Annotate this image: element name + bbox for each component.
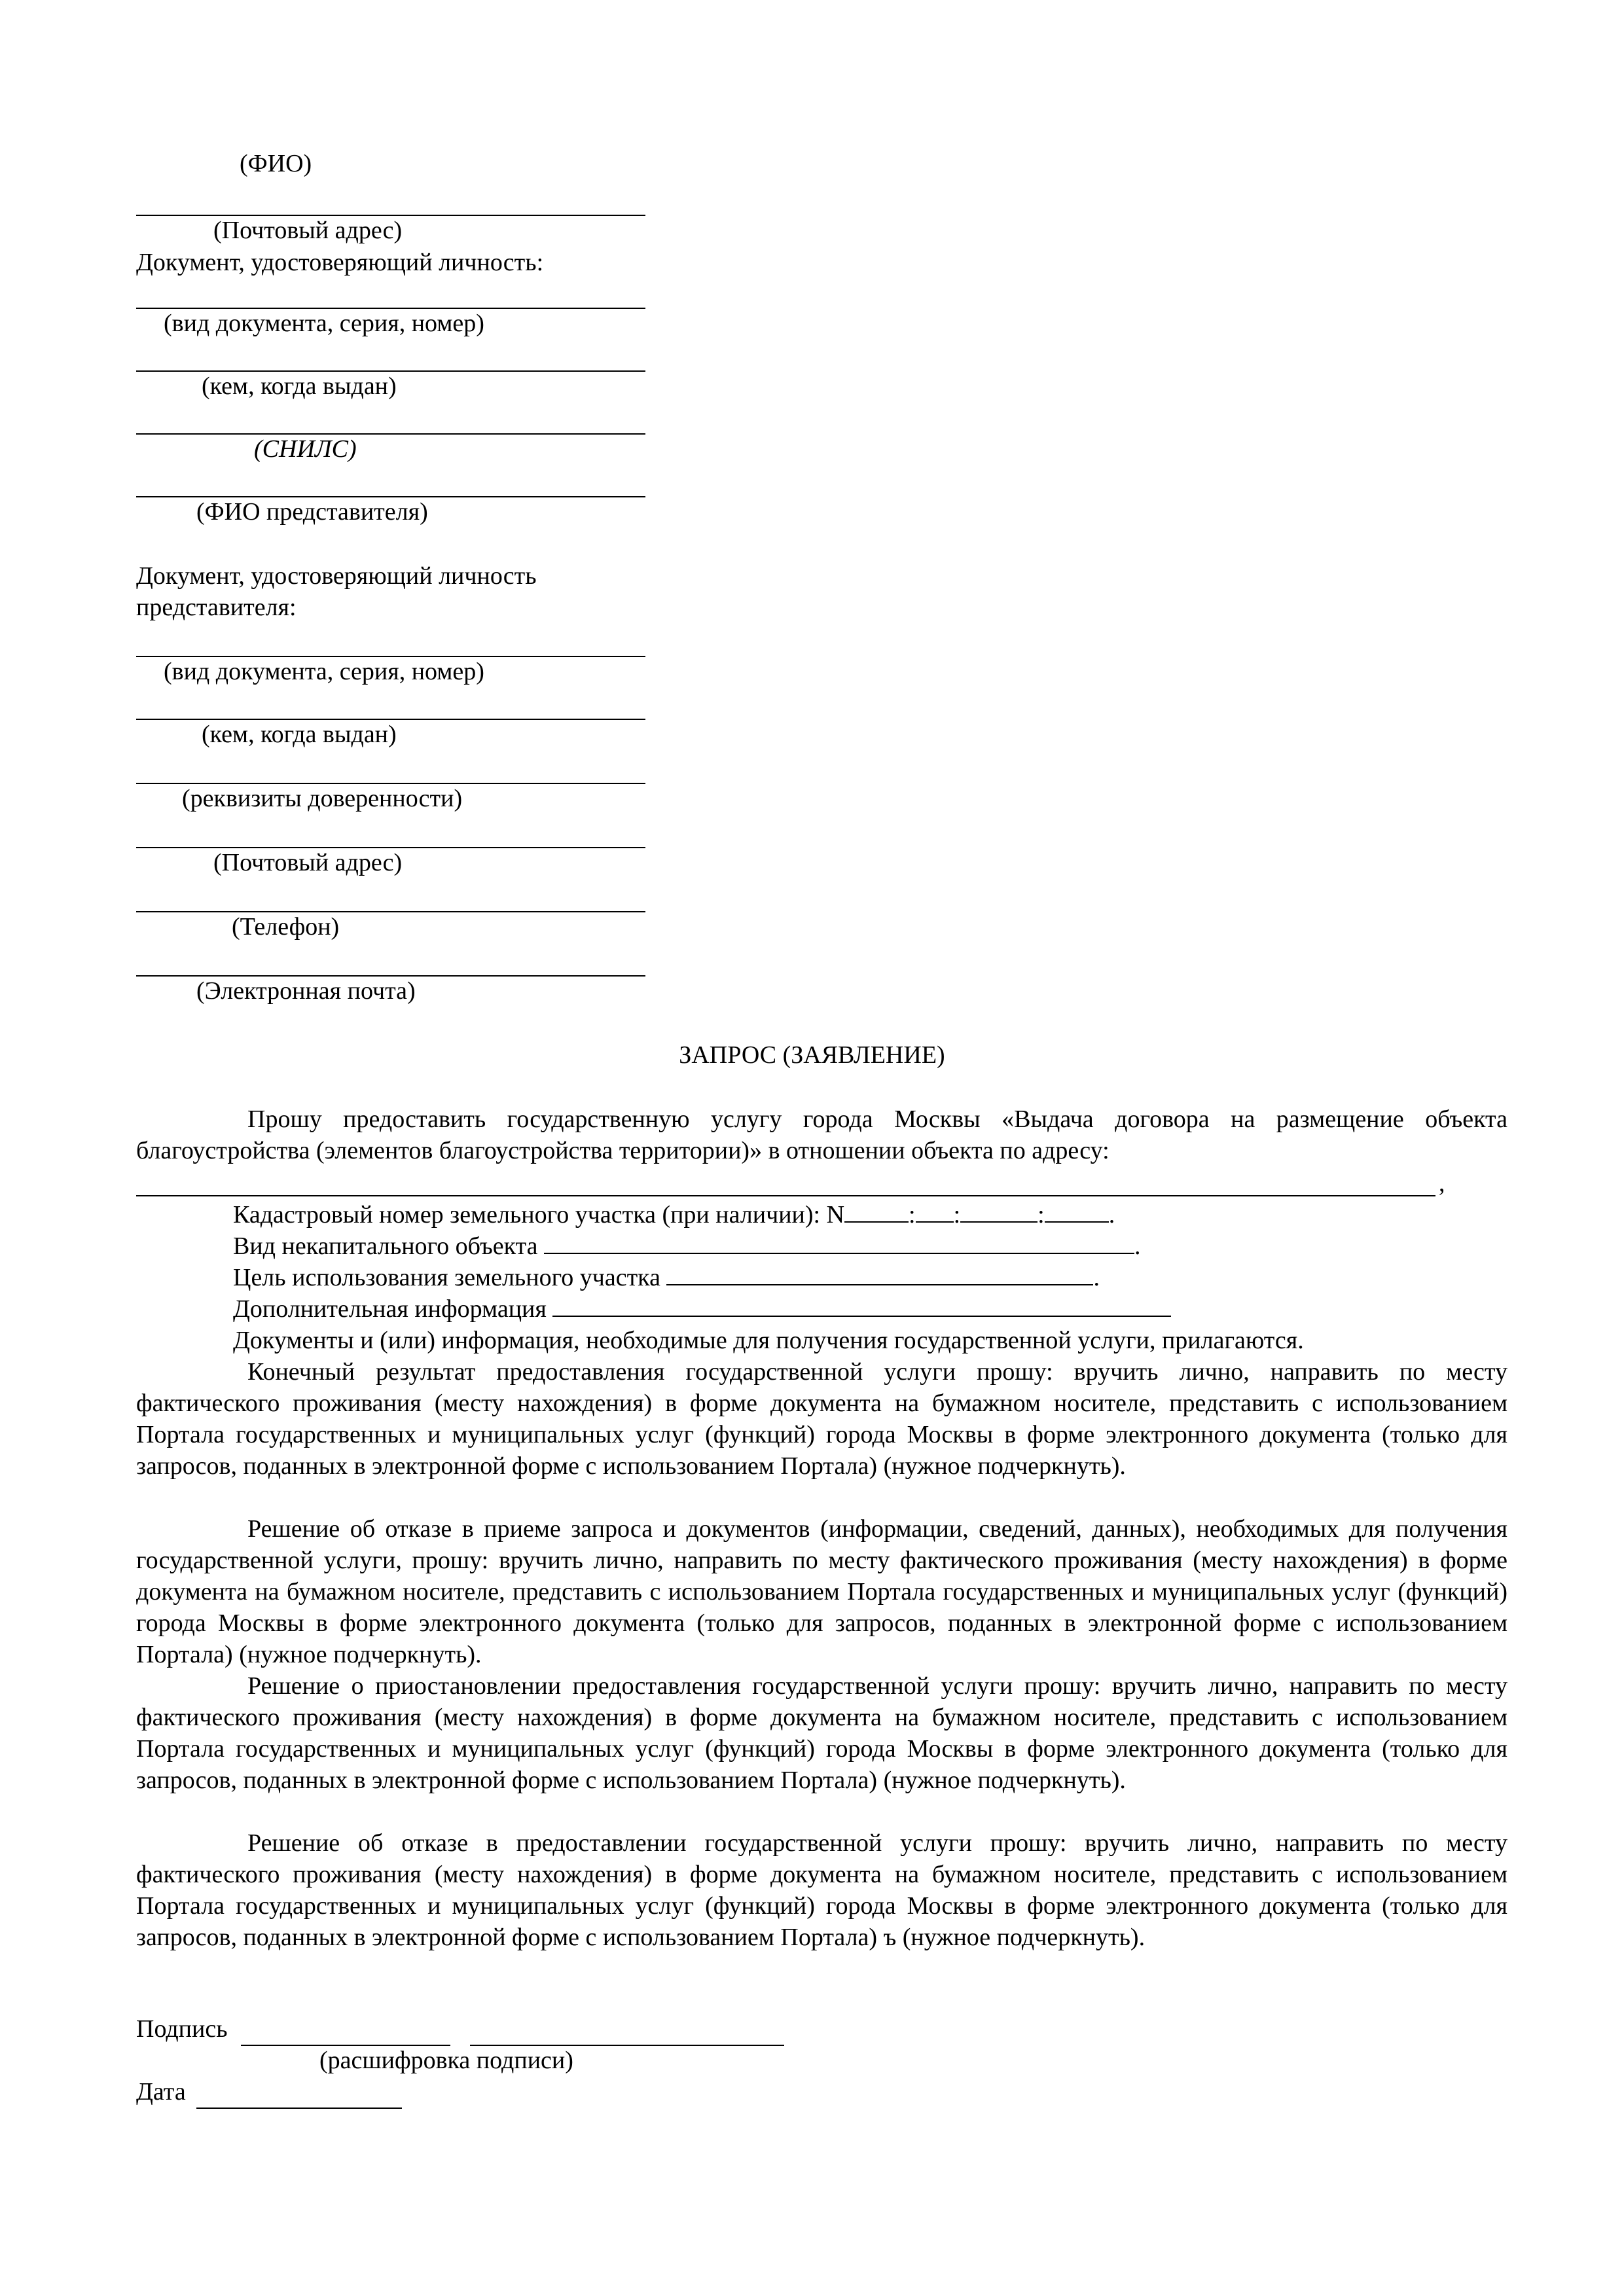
date-label: Дата <box>136 2078 186 2106</box>
snils-line[interactable] <box>136 433 645 435</box>
power-of-attorney-caption: (реквизиты доверенности) <box>182 785 463 812</box>
address-comma: , <box>1439 1170 1445 1197</box>
intro-paragraph: Прошу предоставить государственную услугу города Москвы «Выдача договора на размещение объекта благоустройства (элементов благоустройства территории)» в отношении объекта по адресу: <box>136 1105 1507 1164</box>
cadastral-part-4[interactable] <box>1045 1199 1109 1223</box>
rep-fio-caption: (ФИО представителя) <box>196 498 428 526</box>
additional-info-field[interactable] <box>552 1293 1171 1317</box>
additional-info-row <box>233 1293 1171 1325</box>
date-line[interactable] <box>196 2108 402 2109</box>
cadastral-part-1[interactable] <box>844 1199 909 1223</box>
documents-note: Документы и (или) информация, необходимые для получения государственной услуги, прилагаются. <box>233 1327 1304 1354</box>
rep-postal-caption: (Почтовый адрес) <box>213 849 403 876</box>
signature-label: Подпись <box>136 2015 228 2043</box>
rep-issued-by-caption: (кем, когда выдан) <box>202 721 397 748</box>
result-paragraph: Конечный результат предоставления государственной услуги прошу: вручить лично, направить по месту фактического проживания (месту нахождения) в форме документа на бумажном носителе, представить с использованием Портала государственных и муниципальных услуг (функций) города Москвы в форме электронного документа (только для запросов, поданных в электронной форме с использованием Портала) (нужное подчеркнуть). <box>136 1358 1507 1480</box>
purpose-field[interactable] <box>666 1262 1093 1285</box>
snils-caption: (СНИЛС) <box>254 435 357 463</box>
id-doc-heading: Документ, удостоверяющий личность: <box>136 249 544 276</box>
phone-line[interactable] <box>136 911 645 912</box>
refusal-accept-paragraph: Решение об отказе в приеме запроса и документов (информации, сведений, данных), необходимых для получения государственной услуги, прошу: вручить лично, направить по месту фактического проживания (месту нахождения) в форме документа на бумажном носителе, представить с использованием Портала государственных и муниципальных услуг (функций) города Москвы в форме электронного документа (только для запросов, поданных в электронной форме с использованием Портала) (нужное подчеркнуть). <box>136 1515 1507 1668</box>
rep-id-heading-1: Документ, удостоверяющий личность <box>136 562 537 590</box>
object-type-label: Вид некапитального объекта <box>233 1232 538 1260</box>
rep-doc-type-caption: (вид документа, серия, номер) <box>164 658 484 685</box>
applicant-postal-caption: (Почтовый адрес) <box>213 217 403 244</box>
request-title: ЗАПРОС (ЗАЯВЛЕНИЕ) <box>679 1041 945 1069</box>
signature-decoding-caption: (расшифровка подписи) <box>319 2047 573 2074</box>
purpose-row: Цель использования земельного участка . <box>233 1262 1100 1293</box>
address-line[interactable] <box>136 1195 1435 1196</box>
cadastral-number-row: Кадастровый номер земельного участка (при наличии): N : : : . <box>233 1199 1115 1230</box>
rep-id-heading-2: представителя: <box>136 594 297 621</box>
refusal-service-paragraph: Решение об отказе в предоставлении государственной услуги прошу: вручить лично, направить по месту фактического проживания (месту нахождения) в форме документа на бумажном носителе, представить с использованием Портала государственных и муниципальных услуг (функций) города Москвы в форме электронного документа (только для запросов, поданных в электронной форме с использованием Портала) ъ (нужное подчеркнуть). <box>136 1829 1507 1951</box>
object-type-field[interactable] <box>544 1230 1134 1254</box>
cadastral-part-2[interactable] <box>916 1199 954 1223</box>
cadastral-part-3[interactable] <box>960 1199 1038 1223</box>
additional-info-label: Дополнительная информация <box>233 1295 547 1323</box>
phone-caption: (Телефон) <box>232 913 340 941</box>
purpose-label: Цель использования земельного участка <box>233 1264 660 1291</box>
email-caption: (Электронная почта) <box>196 977 416 1005</box>
applicant-fio-caption: (ФИО) <box>240 150 312 177</box>
suspension-paragraph: Решение о приостановлении предоставления государственной услуги прошу: вручить лично, направить по месту фактического проживания (месту нахождения) в форме документа на бумажном носителе, представить с использованием Портала государственных и муниципальных услуг (функций) города Москвы в форме электронного документа (только для запросов, поданных в электронной форме с использованием Портала) (нужное подчеркнуть). <box>136 1672 1507 1794</box>
cadastral-label: Кадастровый номер земельного участка (при наличии): N <box>233 1201 845 1229</box>
issued-by-caption: (кем, когда выдан) <box>202 372 397 400</box>
object-type-row: Вид некапитального объекта . <box>233 1230 1140 1262</box>
doc-type-caption: (вид документа, серия, номер) <box>164 310 484 337</box>
